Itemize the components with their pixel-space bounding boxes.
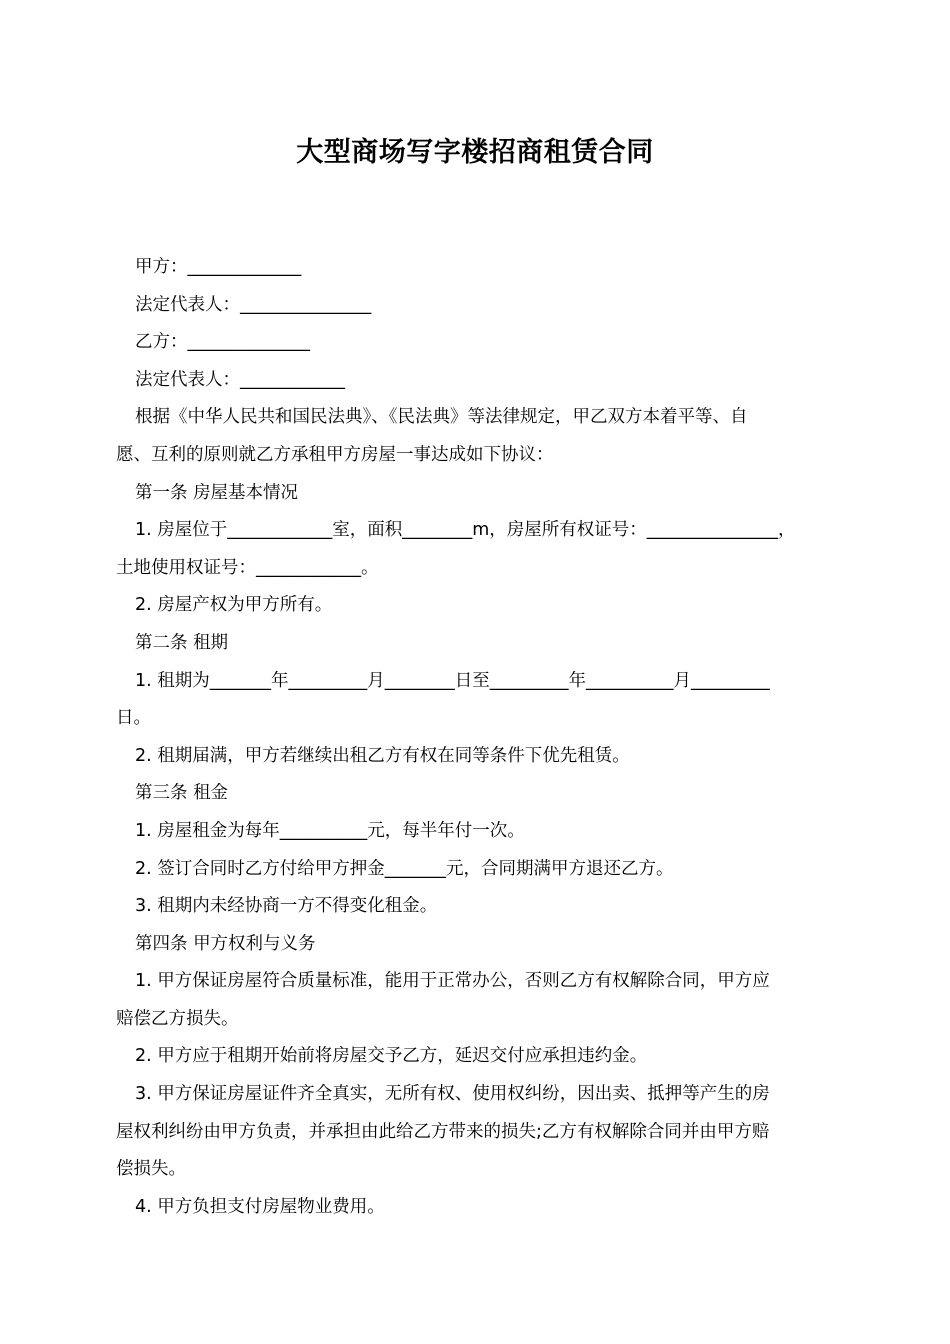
- party-a-representative-line: 法定代表人：_______________: [135, 294, 372, 315]
- article-1-item-1-line-1: 1. 房屋位于____________室，面积________m，房屋所有权证号：_______________，: [135, 520, 796, 541]
- article-3-item-3: 3. 租期内未经协商一方不得变化租金。: [135, 896, 438, 917]
- preamble-line-1: 根据《中华人民共和国民法典》、《民法典》等法律规定，甲乙双方本着平等、自: [135, 407, 748, 428]
- party-b-representative-line: 法定代表人：____________: [135, 369, 345, 390]
- article-4-item-4: 4. 甲方负担支付房屋物业费用。: [135, 1196, 385, 1217]
- party-a-line: 甲方：_____________: [135, 257, 302, 277]
- article-1-heading: 第一条 房屋基本情况: [135, 482, 299, 503]
- article-4-item-3-line-3: 偿损失。: [116, 1159, 186, 1180]
- document-title: 大型商场写字楼招商租赁合同: [296, 137, 654, 168]
- article-1-item-2: 2. 房屋产权为甲方所有。: [135, 595, 333, 616]
- article-2-heading: 第二条 租期: [135, 632, 229, 653]
- article-4-item-3-line-1: 3. 甲方保证房屋证件齐全真实，无所有权、使用权纠纷，因出卖、抵押等产生的房: [135, 1084, 770, 1105]
- article-2-item-1-line-2: 日。: [116, 708, 151, 729]
- article-4-item-1-line-2: 赔偿乙方损失。: [116, 1008, 239, 1029]
- article-4-item-2: 2. 甲方应于租期开始前将房屋交予乙方，延迟交付应承担违约金。: [135, 1046, 648, 1067]
- article-4-item-1-line-1: 1. 甲方保证房屋符合质量标准，能用于正常办公，否则乙方有权解除合同，甲方应: [135, 971, 770, 992]
- article-3-heading: 第三条 租金: [135, 783, 229, 804]
- article-3-item-2: 2. 签订合同时乙方付给甲方押金_______元，合同期满甲方退还乙方。: [135, 858, 674, 879]
- party-b-line: 乙方：______________: [135, 332, 310, 353]
- article-4-item-3-line-2: 屋权利纠纷由甲方负责，并承担由此给乙方带来的损失;乙方有权解除合同并由甲方赔: [116, 1121, 770, 1142]
- article-4-heading: 第四条 甲方权利与义务: [135, 933, 316, 954]
- contract-body: [116, 249, 836, 1226]
- article-3-item-1: 1. 房屋租金为每年__________元，每半年付一次。: [135, 820, 525, 841]
- article-1-item-1-line-2: 土地使用权证号：____________。: [116, 557, 379, 578]
- preamble-line-2: 愿、互利的原则就乙方承租甲方房屋一事达成如下协议：: [116, 444, 554, 465]
- article-2-item-2: 2. 租期届满，甲方若继续出租乙方有权在同等条件下优先租赁。: [135, 745, 630, 766]
- article-2-item-1-line-1: 1. 租期为_______年_________月________日至_________年__________月_________: [135, 670, 770, 691]
